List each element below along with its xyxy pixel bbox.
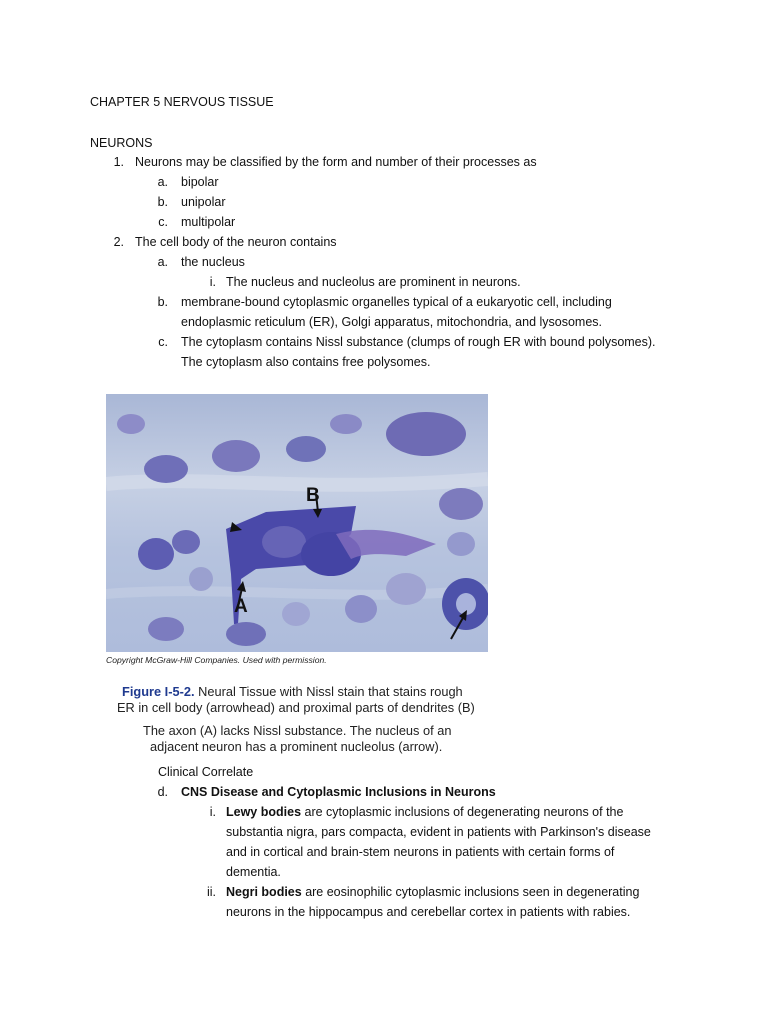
list-item-text: and in cortical and brain-stem neurons in patients with certain forms of	[226, 845, 615, 859]
list-item-text: bipolar	[181, 175, 219, 189]
figure-caption-line: The axon (A) lacks Nissl substance. The nucleus of an	[143, 723, 452, 738]
list-roman: ii.	[206, 885, 216, 899]
figure-caption-line	[122, 683, 463, 700]
list-letter: a.	[157, 255, 168, 269]
lewy-bodies-line	[226, 802, 623, 822]
figure-label-a: A	[234, 596, 248, 617]
list-item-text: substantia nigra, pars compacta, evident in patients with Parkinson's disease	[226, 825, 651, 839]
list-roman: i.	[209, 275, 216, 289]
clinical-correlate-heading: Clinical Correlate	[158, 765, 254, 779]
nissl-stain-micrograph	[106, 394, 488, 652]
list-letter: b.	[157, 195, 168, 209]
lewy-bodies-term: Lewy bodies	[226, 805, 302, 819]
figure-copyright: Copyright McGraw-Hill Companies. Used with permission.	[106, 655, 327, 665]
list-letter: c.	[158, 215, 168, 229]
list-item-text: Neurons may be classified by the form and number of their processes as	[135, 155, 537, 169]
negri-bodies-text: are eosinophilic cytoplasmic inclusions seen in degenerating	[301, 885, 640, 899]
list-number: 1.	[113, 155, 124, 169]
list-item-text: the nucleus	[181, 255, 245, 269]
lewy-bodies-text: are cytoplasmic inclusions of degenerating neurons of the	[301, 805, 624, 819]
list-item-text: The cytoplasm also contains free polysomes.	[181, 355, 431, 369]
list-item-title: CNS Disease and Cytoplasmic Inclusions in Neurons	[181, 785, 496, 799]
list-item-text: The cytoplasm contains Nissl substance (clumps of rough ER with bound polysomes).	[181, 335, 656, 349]
figure-label-b: B	[306, 485, 320, 506]
figure-caption-line: adjacent neuron has a prominent nucleolus (arrow).	[150, 739, 443, 754]
list-letter: d.	[157, 785, 168, 799]
figure-caption-line: ER in cell body (arrowhead) and proximal parts of dendrites (B)	[117, 700, 475, 715]
negri-bodies-term: Negri bodies	[226, 885, 302, 899]
list-item-text: dementia.	[226, 865, 281, 879]
list-item-text: neurons in the hippocampus and cerebellar cortex in patients with rabies.	[226, 905, 631, 919]
chapter-title: CHAPTER 5 NERVOUS TISSUE	[90, 95, 274, 109]
list-item-text: membrane-bound cytoplasmic organelles typical of a eukaryotic cell, including	[181, 295, 612, 309]
negri-bodies-line	[226, 882, 639, 902]
list-item-text: unipolar	[181, 195, 226, 209]
list-item-text: The cell body of the neuron contains	[135, 235, 337, 249]
list-item-text: The nucleus and nucleolus are prominent in neurons.	[226, 275, 521, 289]
list-item-text: endoplasmic reticulum (ER), Golgi apparatus, mitochondria, and lysosomes.	[181, 315, 603, 329]
figure-number: Figure I-5-2.	[122, 684, 195, 699]
section-heading: NEURONS	[90, 136, 153, 150]
list-item-text: multipolar	[181, 215, 236, 229]
list-letter: b.	[157, 295, 168, 309]
micrograph-image	[106, 394, 488, 652]
list-roman: i.	[209, 805, 216, 819]
list-number: 2.	[113, 235, 124, 249]
figure-caption-text: Neural Tissue with Nissl stain that stains rough	[198, 684, 463, 699]
list-letter: a.	[157, 175, 168, 189]
list-letter: c.	[158, 335, 168, 349]
